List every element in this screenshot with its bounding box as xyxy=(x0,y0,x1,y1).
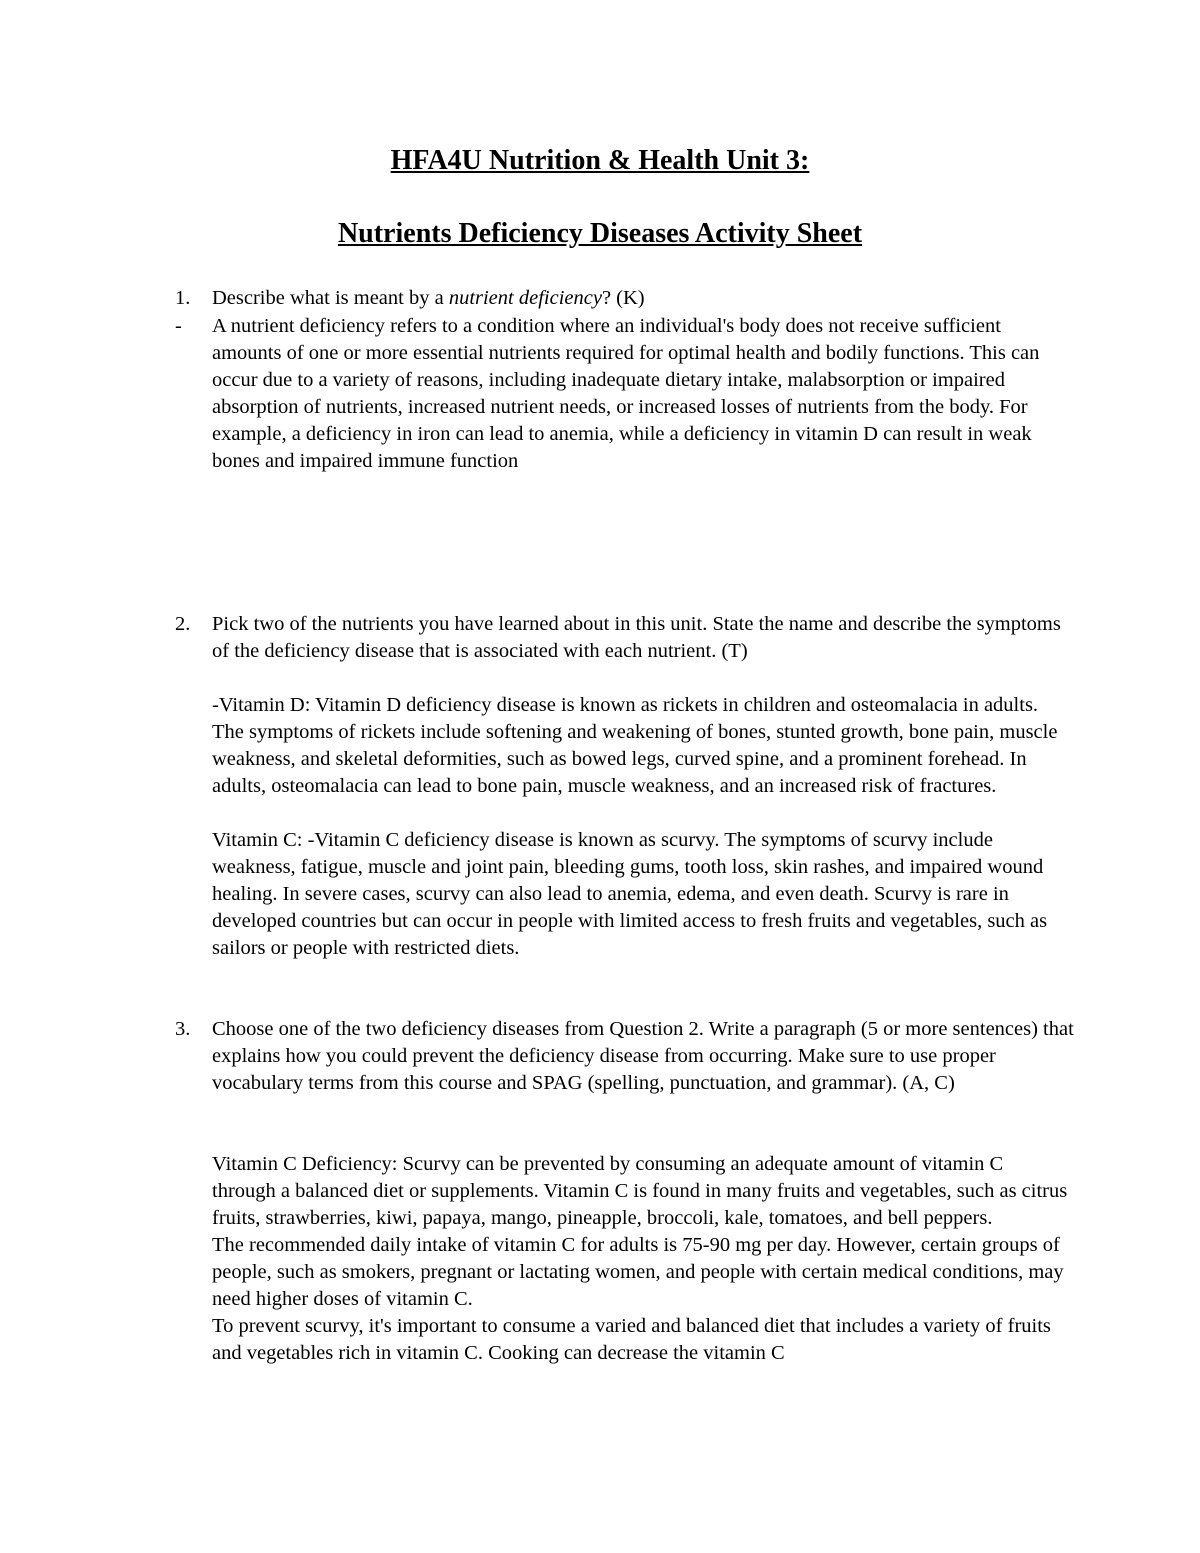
question-text-part: ? (K) xyxy=(601,287,645,309)
answer-2 xyxy=(212,692,1072,962)
answer-paragraph: To prevent scurvy, it's important to consume a varied and balanced diet that includes a variety of fruits and vegetables rich in vitamin C. Cooking can decrease the vitamin C xyxy=(212,1315,1051,1364)
question-1 xyxy=(175,285,1075,312)
answer-vitamin-c: Vitamin C: -Vitamin C deficiency disease is known as scurvy. The symptoms of scurvy include weakness, fatigue, muscle and joint pain, bleeding gums, tooth loss, skin rashes, and impaired wound healing. In severe cases, scurvy can also lead to anemia, edema, and even death. Scurvy is rare in developed countries but can occur in people with limited access to fresh fruits and vegetables, such as sailors or people with restricted diets. xyxy=(212,829,1048,959)
question-2 xyxy=(175,611,1075,665)
document-title: HFA4U Nutrition & Health Unit 3: xyxy=(390,145,810,176)
answer-paragraph: A nutrient deficiency refers to a condition where an individual's body does not receive sufficient amounts of one or more essential nutrients required for optimal health and bodily functions. This can occur due to a variety of reasons, including inadequate dietary intake, malabsorption or impaired absorption of nutrients, increased nutrient needs, or increased losses of nutrients from the body. For example, a deficiency in iron can lead to anemia, while a deficiency in vitamin D can result in weak bones and impaired immune function xyxy=(212,315,1040,472)
question-text-part: Describe what is meant by a xyxy=(212,287,449,309)
question-number: 3. xyxy=(175,1018,191,1040)
question-3 xyxy=(175,1016,1075,1097)
question-text xyxy=(212,285,1075,312)
question-emphasis: nutrient deficiency xyxy=(448,287,602,309)
answer-marker: - xyxy=(175,315,182,337)
answer-3 xyxy=(212,1151,1072,1367)
document-subtitle: Nutrients Deficiency Diseases Activity Sheet xyxy=(337,218,863,249)
question-number: 2. xyxy=(175,613,191,635)
answer-vitamin-d: -Vitamin D: Vitamin D deficiency disease is known as rickets in children and osteomalacia in adults. The symptoms of rickets include softening and weakening of bones, stunted growth, bone pain, muscle weakness, and skeletal deformities, such as bowed legs, curved spine, and a prominent forehead. In adults, osteomalacia can lead to bone pain, muscle weakness, and an increased risk of fractures. xyxy=(212,694,1058,797)
question-number: 1. xyxy=(175,287,191,309)
answer-paragraph: The recommended daily intake of vitamin C for adults is 75-90 mg per day. However, certain groups of people, such as smokers, pregnant or lactating women, and people with certain medical conditions, may need higher doses of vitamin C. xyxy=(212,1234,1064,1310)
question-text: Pick two of the nutrients you have learned about in this unit. State the name and describe the symptoms of the deficiency disease that is associated with each nutrient. (T) xyxy=(212,613,1061,662)
answer-paragraph: Vitamin C Deficiency: Scurvy can be prevented by consuming an adequate amount of vitamin C through a balanced diet or supplements. Vitamin C is found in many fruits and vegetables, such as citrus fruits, strawberries, kiwi, papaya, mango, pineapple, broccoli, kale, tomatoes, and bell peppers. xyxy=(212,1153,1068,1229)
question-text: Choose one of the two deficiency diseases from Question 2. Write a paragraph (5 or more sentences) that explains how you could prevent the deficiency disease from occurring. Make sure to use proper vocabulary terms from this course and SPAG (spelling, punctuation, and grammar). (A, C) xyxy=(212,1018,1074,1094)
answer-1 xyxy=(212,313,1072,475)
